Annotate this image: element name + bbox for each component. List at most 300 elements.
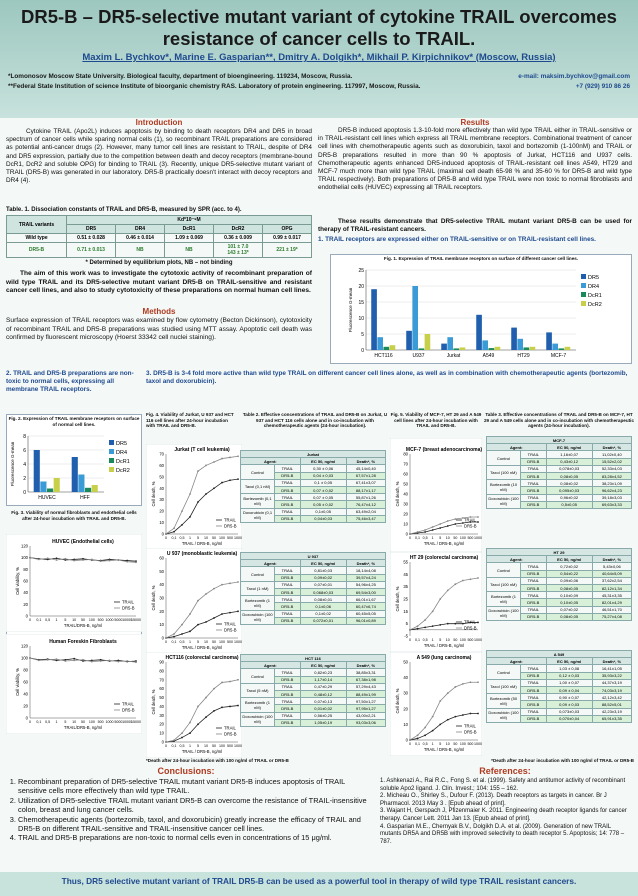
y-tick-label: 70 [403,461,408,467]
table-cell: 96,62±4,23 [592,487,631,494]
y-tick-label: 20 [403,511,408,517]
table-cell: 66,01±1,67 [346,596,385,603]
x-tick-label: 1 [431,742,434,746]
data-point [229,706,231,708]
table-cell: 39,57±4,24 [346,574,385,581]
x-tick-label: 100 [219,640,225,644]
data-point [237,679,239,681]
table-cell: DR5-B [275,574,301,581]
data-point [91,559,93,561]
y-axis-label: Cell death, % [395,586,400,612]
table-cell: 0,81±0,03 [300,567,346,574]
x-tick-label: 500 [467,638,474,642]
x-tick-label: 0,1 [36,618,42,622]
table1 [6,215,312,258]
fig5b-chart [390,552,482,652]
agent-cell: Control [241,669,275,683]
x-tick-label: 1000 [105,720,114,724]
data-point [221,584,223,586]
effective-conc-table [240,552,386,625]
x-tick-label: 50 [81,720,85,724]
table-cell: 0,04 ± 0,03 [300,472,346,479]
y-tick-label: 40 [159,703,164,709]
x-tick-label: 0,5 [179,536,185,540]
chart-title: A 549 (lung carcinoma) [416,655,472,661]
table-header: EC 50, ng/ml [300,458,346,465]
table-row [487,451,632,458]
table-cell: 0,08±0,05 [546,613,592,620]
effective-conc-table [240,654,386,727]
table-cell: 0,12 ± 0,03 [546,672,592,679]
x-tick-label: 0 [29,720,31,724]
data-point [165,637,167,639]
data-point [477,577,479,579]
intro-text: Cytokine TRAIL (Apo2L) induces apoptosis by binding to death receptors DR4 and DR5 in broad spectrum of cancer cells while sparing normal cells (1), so recombinant TRAIL preparations are considered as potential anti-cancer drugs (2). However, many tumor cell lines are resistant to TRAIL, despite of DR4 and DR5 expression, partially due to the competition between death and decoy receptors (membrane-bound DcR1, DcR2 and soluble OPG) for binding to TRAIL (3). Recently, unique DR5-selective mutant variant of TRAIL (DR5-B) was generated in our laboratory. DR5-B practically doesn't interact with decoy receptors and DR4 (4). [6,128,312,185]
table-cell: 88,52±5,01 [592,701,631,708]
data-point [417,628,419,630]
data-point [229,612,231,614]
chart-title: Jurkat (T cell leukemia) [174,447,230,453]
agent-cell: Control [241,465,275,479]
data-point [213,487,215,489]
conclusions-heading: Conclusions: [157,766,215,776]
data-point [470,578,472,580]
x-tick-label: 0,1 [171,536,177,540]
references-list [380,778,632,846]
data-point [229,457,231,459]
x-tick-label: 500 [97,720,104,724]
data-point [417,734,419,736]
y-axis-label: Fluorescence G-mean [10,441,15,487]
table-cell: 0,05 ± 0,02 [300,501,346,508]
data-point [447,623,449,625]
data-point [454,518,456,520]
table1-caption: Table. 1. Dissociation constants of TRAIL and DR5-B, measured by SPR (acc. to 4). [6,207,242,213]
fig5c-chart [390,652,482,756]
data-point [409,533,411,535]
agent-cell: Doxorubicin (100 nM) [241,610,275,624]
legend-label: DR4 [588,284,600,290]
x-tick-label: 500 [467,536,474,540]
reference-item: 1. Ashkenazi A., Rai R.C., Fong S. et al. (1999). Safety and antitumor activity of recombinant soluble Apo2 ligand. J. Clin. Invest.; 104: 155 – 162. [380,778,626,792]
x-tick-label: 0,5 [45,720,51,724]
legend-label: DR5-B [464,523,477,529]
table-cell: 67,38±1,98 [346,676,385,683]
x-tick-label: 0 [165,744,167,748]
table-cell: 76,47±4,12 [346,501,385,508]
data-point [213,688,215,690]
x-axis-label: TRAIL / DR5-B, ng/ml [181,645,223,650]
data-point [454,583,456,585]
x-tick-label: 100 [459,536,466,540]
t1-row-name: Wild type [7,234,67,243]
data-point [73,658,75,660]
data-point [447,719,449,721]
y-axis-label: Cell death, % [395,688,400,714]
y-tick-label: 20 [358,284,364,290]
table1-note: * Determined by equilibrium plots, NB – not binding [85,260,233,266]
table-cell: 0,10±0,09 [546,592,592,599]
y-tick-label: 0 [361,348,364,354]
legend-label: TRAIL [464,723,476,729]
bar [454,348,460,350]
x-axis-label: TRAIL / DR5-B, ng/ml [423,643,465,648]
x-tick-label: 0,1 [36,720,42,724]
t1-kd: Kd*10⁻⁹M [67,216,312,225]
x-tick-label: 100 [219,536,225,540]
results-heading: Results [460,118,490,127]
x-tick-label: MCF-7 [550,353,567,359]
table-cell: 0,5±0,05 [546,501,592,508]
effective-conc-table [486,650,632,723]
table-cell: 0,1±0,05 [300,508,346,515]
table-cell: 0,07 ± 0,02 [300,486,346,493]
table-title: U 937 [241,553,386,560]
data-point [181,524,183,526]
table-cell: 0,72±0,02 [546,563,592,570]
chart-title: HT 29 (colorectal carcinoma) [409,555,479,561]
table-cell: 0,48±0,12 [300,690,346,697]
y-tick-label: 60 [159,686,164,692]
table-header: EC 50, ng/ml [546,444,592,451]
x-tick-label: 1 [189,744,191,748]
data-point [229,681,231,683]
fig5-caption: Fig. 5. Viability of MCF-7, HT 29 and A 549 cell lines after 24-hour incubation with TRAIL and DR5-B. [390,412,482,429]
table-cell: TRAIL [275,581,301,588]
x-tick-label: 100 [88,618,95,622]
bar [489,348,495,350]
table-cell: 0,08±0,01 [300,596,346,603]
y-tick-label: -5 [404,633,408,639]
t1-h: DR4 [116,225,165,234]
data-point [439,523,441,525]
agent-cell: Bortezomib (50 nM) [487,694,521,708]
t1-h: DR5 [67,225,116,234]
x-tick-label: 5000 [114,720,123,724]
bar [85,488,91,492]
x-tick-label: 5 [197,536,199,540]
data-point [173,531,175,533]
data-point [409,739,411,741]
data-point [189,732,191,734]
table-cell: TRAIL [521,494,547,501]
y-tick-label: 5 [361,332,364,338]
x-tick-label: 50 [453,536,458,540]
x-tick-label: 100 [219,744,225,748]
y-tick-label: 60 [159,462,164,468]
table-cell: DR5-B [521,570,547,577]
data-point [424,727,426,729]
table-cell: DR5-B [275,515,301,522]
y-tick-label: 80 [23,566,28,572]
aff2-text: **Federal State Institution of science Institute of bioorganic chemistry RAS. Laboratory of protein engineering. 117997, Moscow, Russia. [8,83,421,90]
table-cell: 0,10±0,05 [546,599,592,606]
t1-h: OPG [263,225,312,234]
y-tick-label: 40 [159,485,164,491]
legend-label: DR5-B [224,523,237,529]
table-header: Agent: [241,560,301,567]
x-tick-label: 10000 [122,618,133,622]
table-cell: 0,068±0,03 [300,588,346,595]
x-tick-label: 0,1 [415,742,421,746]
data-point [73,660,75,662]
data-point [189,722,191,724]
table-row [241,683,386,690]
bar [511,328,517,350]
table-cell: DR5-B [521,686,547,693]
agent-cell: Doxorubicin (100 nM) [241,712,275,726]
table-cell: DR5-B [521,599,547,606]
table-cell: 42,23±3,19 [592,708,631,715]
data-point [29,657,31,659]
section1-title: 1. TRAIL receptors are expressed either on TRAIL-sensitive or on TRAIL-resistant cell lines. [318,236,596,243]
table-cell: TRAIL [521,665,547,672]
table-cell: 0,07 ± 0,05 [300,494,346,501]
table-cell: DR5-B [521,472,547,479]
table-cell: 35,93±3,22 [592,672,631,679]
table-cell: 39,18±3,03 [592,494,631,501]
y-tick-label: 0 [161,531,164,537]
agent-cell: Doxorubicin (100 nM) [487,494,521,508]
data-point [221,706,223,708]
table-cell: 0,43±0,12 [546,458,592,465]
y-tick-label: 80 [23,667,28,673]
y-axis-label: Cell viability, % [15,567,20,595]
data-point [38,559,40,561]
table-header: Death*, % [346,662,385,669]
legend-label: DcR2 [588,302,602,308]
table-cell: 46,51±1,70 [592,606,631,613]
table-cell: 11,02±0,40 [592,451,631,458]
table-cell: 75,46±3,47 [346,515,385,522]
table-row [487,679,632,686]
table-cell: TRAIL [521,708,547,715]
data-point [189,613,191,615]
x-tick-label: 1 [55,720,58,724]
table-cell: 69,63±3,33 [592,501,631,508]
x-tick-label: HCT116 [374,353,393,359]
fig3-caption: Fig. 3. Viability of normal fibroblasts and endothelial cells after 24-hour incubation with TRAIL and DR5-B. [11,510,137,521]
data-point [477,521,479,523]
table-row [487,494,632,501]
fig4a-chart [146,444,242,550]
table-header: Agent: [487,658,547,665]
y-tick-label: 100 [21,555,28,561]
data-point [454,623,456,625]
y-tick-label: 80 [403,451,408,457]
legend-label: DR4 [116,450,128,456]
fig2-chart [6,428,142,506]
table-cell: 0,1±0,02 [300,610,346,617]
table-cell: 0,09 ± 0,03 [546,701,592,708]
table-cell: 37,62±2,54 [592,577,631,584]
x-axis-label: TRAIL / DR5-B, ng/ml [181,541,223,546]
data-point [477,516,479,518]
t1-row-name: DR5-B [7,243,67,258]
table-cell: 67,57±1,28 [346,472,385,479]
agent-cell: Control [241,567,275,581]
y-tick-label: 0 [25,613,28,619]
data-point [197,470,199,472]
y-tick-label: 20 [159,721,164,727]
bar [371,289,377,350]
authors: Maxim L. Bychkov*, Marine E. Gasparian**, Dmitry A. Dolgikh*, Mikhail P. Kirpichnikov* (Moscow, Russia) [82,52,556,63]
y-tick-label: 15 [358,300,364,306]
x-tick-label: 0,5 [179,640,185,644]
data-point [126,561,128,563]
table-cell: 0,07±0,01 [300,581,346,588]
table-cell: 0,09±0,02 [300,574,346,581]
agent-cell: Taxol (100 nM) [487,577,521,591]
data-point [181,624,183,626]
effective-conc-table [486,548,632,621]
death-note-left: *Death after 24-hour incubation with 100 ng/ml of TRAIL or DR5-B [146,758,289,763]
data-point [189,493,191,495]
table-cell: TRAIL [275,494,301,501]
table-row [241,596,386,603]
table-cell: 0,82±0,23 [300,669,346,676]
bar [384,347,390,350]
y-tick-label: 20 [403,706,408,712]
legend-label: DR5-B [224,731,237,737]
y-tick-label: 70 [159,677,164,683]
data-point [417,738,419,740]
data-point [432,625,434,627]
x-tick-label: HUVEC [38,495,56,501]
data-point [205,465,207,467]
x-tick-label: 50 [212,536,216,540]
x-tick-label: 0,5 [179,744,185,748]
data-point [432,716,434,718]
data-point [173,527,175,529]
table-cell: 40,64±5,09 [592,570,631,577]
data-point [173,633,175,635]
data-point [205,493,207,495]
x-tick-label: 5 [439,536,442,540]
x-tick-label: 15000 [131,618,141,622]
bar [524,347,530,350]
conclusion-item: 2. Utilization of DR5-selective TRAIL mutant variant DR5-B can overcome the resistance of TRAIL-insensitive colon, breast and lung cancer cells. [18,796,372,815]
data-point [117,559,119,561]
data-point [213,588,215,590]
y-tick-label: 10 [403,521,408,527]
data-point [197,706,199,708]
y-tick-label: 10 [358,316,364,322]
fig5a-chart [390,438,482,552]
table-cell: 69,54±3,00 [346,588,385,595]
table-cell: TRAIL [275,567,301,574]
agent-cell: Taxol (100 nM) [487,465,521,479]
y-tick-label: 8 [23,434,26,440]
y-tick-label: 10 [403,721,408,727]
data-point [439,724,441,726]
table-cell: TRAIL [275,610,301,617]
table-header: EC 50, ng/ml [546,556,592,563]
table-cell: 0,01±0,02 [300,705,346,712]
x-tick-label: 0,5 [45,618,51,622]
data-point [221,682,223,684]
y-tick-label: 60 [159,555,164,561]
y-tick-label: 35 [403,584,408,590]
table-cell: TRAIL [521,606,547,613]
table-row [241,479,386,486]
data-point [424,734,426,736]
table-title: HCT 116 [241,655,386,662]
x-tick-label: 50 [453,742,458,746]
table-cell: 0,09±0,06 [546,577,592,584]
chart-title: Human Foreskin Fibroblasts [49,639,117,645]
y-tick-label: 45 [403,571,408,577]
data-point [229,479,231,481]
table-cell: 0,54±0,22 [546,570,592,577]
legend-label: TRAIL [464,619,476,625]
table-cell: 0,07±0,02 [546,606,592,613]
y-tick-label: 40 [403,675,408,681]
table-cell: 88,49±1,99 [346,690,385,697]
data-point [47,659,49,661]
data-point [197,624,199,626]
x-tick-label: 100 [459,638,466,642]
bar [476,315,482,350]
table-cell: 0,1±0,06 [300,603,346,610]
bar [460,347,466,350]
y-tick-label: 0 [405,531,408,537]
legend-label: DR5 [116,441,128,447]
legend-label: TRAIL [122,701,134,707]
data-point [47,557,49,559]
table-cell: 0,07±0,13 [300,698,346,705]
data-point [91,661,93,663]
table-cell: 93,03±3,06 [346,719,385,726]
agent-cell: Taxol (5 nM) [241,683,275,697]
intro-heading: Introduction [135,118,183,127]
bar [447,337,453,350]
table-cell: TRAIL [275,465,301,472]
poster-title: DR5-B – DR5-selective mutant variant of cytokine TRAIL overcomes resistance of cancer cells to TRAIL. [21,6,617,49]
data-point [205,593,207,595]
table-cell: DR5-B [275,690,301,697]
table-row [487,563,632,570]
data-point [439,624,441,626]
data-point [424,619,426,621]
legend-label: DR5-B [122,605,135,611]
table-header: Agent: [487,444,547,451]
table-cell: 44,37±3,19 [592,679,631,686]
table-cell: 60,45±5,05 [346,610,385,617]
table-cell: 1,00 ± 0,07 [546,679,592,686]
y-tick-label: 60 [23,578,28,584]
data-point [470,681,472,683]
y-tick-label: 0 [23,490,26,496]
data-point [221,613,223,615]
table-cell: 0,90 ± 0,07 [546,694,592,701]
y-tick-label: 20 [23,703,28,709]
data-point [477,622,479,624]
table3-caption: Table 3. Effective concentrations of TRAIL and DR5-B on MCF-7, HT 29 and A 549 cells alone and in co-incubation with chemotherapeutic agents (24-hour incubation). [484,412,635,429]
agent-cell: Taxol (1 nM) [241,581,275,595]
y-axis-label: Cell death, % [151,689,156,715]
table-cell: 5,43±0,06 [592,563,631,570]
agent-cell: Doxorubicin (100 nM) [487,708,521,722]
bar [406,331,412,350]
table-cell: 0,073±0,03 [546,708,592,715]
table-cell: TRAIL [275,683,301,690]
y-tick-label: 4 [23,462,26,468]
table-cell: 38,85±3,31 [346,669,385,676]
x-tick-label: 1 [189,640,191,644]
table-cell: 16,41±1,05 [592,665,631,672]
email[interactable]: e-mail: maksim.bychkov@gmail.com [518,73,630,80]
